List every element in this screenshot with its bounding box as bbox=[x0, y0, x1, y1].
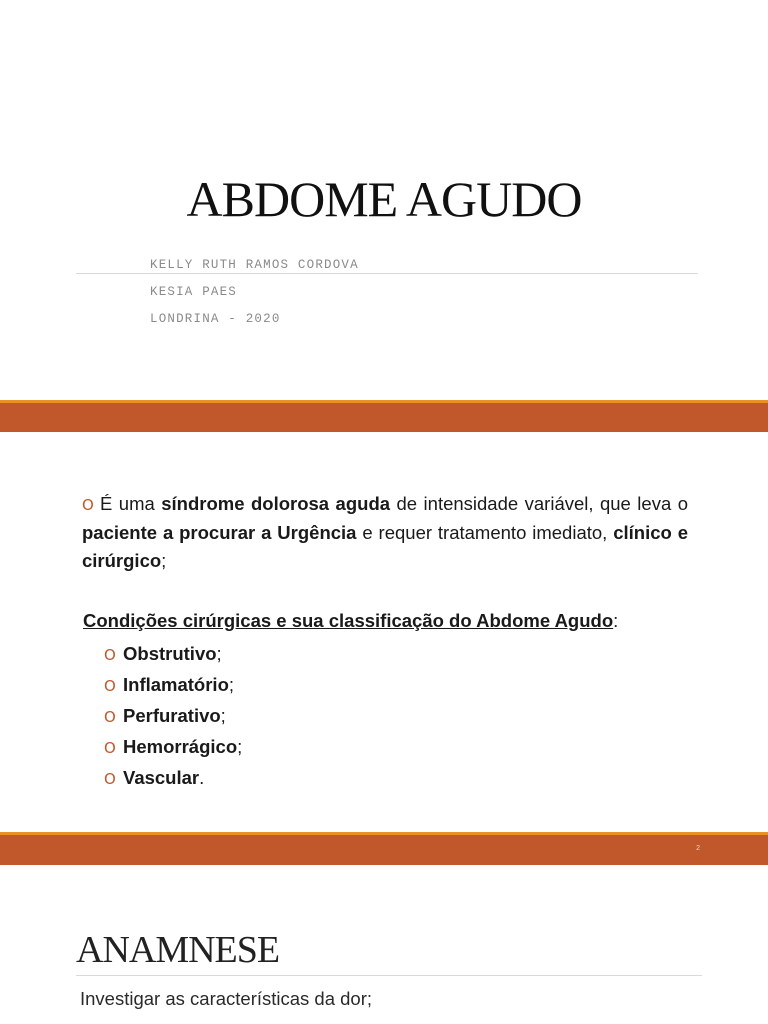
type-suffix: ; bbox=[237, 736, 243, 757]
slide-divider-band bbox=[0, 400, 768, 432]
subtitle-divider bbox=[76, 273, 698, 274]
bullet-marker: O bbox=[104, 708, 116, 726]
band-accent-line bbox=[0, 400, 768, 403]
paragraph-text: É uma bbox=[100, 493, 162, 514]
band-accent-line bbox=[0, 832, 768, 835]
page-number: 2 bbox=[696, 845, 700, 852]
paragraph-text: de intensidade variável, que leva o bbox=[390, 493, 688, 514]
conditions-heading-suffix: : bbox=[613, 610, 619, 631]
author-line-2: KESIA PAES bbox=[150, 285, 238, 299]
paragraph-text: ; bbox=[161, 550, 167, 571]
bullet-marker: O bbox=[104, 770, 116, 788]
section-text: Investigar as características da dor; bbox=[80, 988, 373, 1009]
bullet-marker: O bbox=[104, 739, 116, 757]
type-label: Hemorrágico bbox=[123, 736, 238, 757]
bullet-marker: O bbox=[104, 677, 116, 695]
list-item bbox=[104, 700, 242, 731]
author-line-1: KELLY RUTH RAMOS CORDOVA bbox=[150, 258, 359, 272]
conditions-heading-text: Condições cirúrgicas e sua classificação do Abdome Agudo bbox=[83, 610, 614, 631]
list-item bbox=[104, 762, 242, 793]
list-item bbox=[104, 669, 242, 700]
conditions-heading bbox=[83, 607, 618, 635]
classification-list bbox=[104, 638, 242, 793]
list-item bbox=[104, 638, 242, 669]
type-suffix: ; bbox=[228, 674, 235, 695]
section-title: ANAMNESE bbox=[76, 929, 280, 971]
slide-title: ABDOME AGUDO bbox=[186, 171, 582, 227]
paragraph-bold: clínico e cirúrgico bbox=[82, 522, 689, 571]
paragraph-text: e requer tratamento imediato, bbox=[356, 522, 614, 543]
section-divider bbox=[76, 975, 702, 976]
definition-paragraph bbox=[82, 490, 688, 575]
type-label: Vascular bbox=[123, 767, 200, 788]
type-label: Perfurativo bbox=[123, 705, 221, 726]
type-label: Inflamatório bbox=[123, 674, 229, 695]
type-suffix: ; bbox=[220, 705, 226, 726]
location-year: LONDRINA - 2020 bbox=[150, 312, 281, 326]
title-slide bbox=[0, 0, 768, 400]
list-item bbox=[104, 731, 242, 762]
bullet-marker: O bbox=[82, 496, 94, 514]
slide-divider-band bbox=[0, 832, 768, 865]
paragraph-bold: síndrome dolorosa aguda bbox=[161, 493, 391, 514]
type-suffix: ; bbox=[216, 643, 222, 664]
bullet-marker: O bbox=[104, 646, 116, 664]
paragraph-bold: paciente a procurar a Urgência bbox=[82, 522, 357, 543]
type-label: Obstrutivo bbox=[123, 643, 217, 664]
type-suffix: . bbox=[199, 767, 205, 788]
